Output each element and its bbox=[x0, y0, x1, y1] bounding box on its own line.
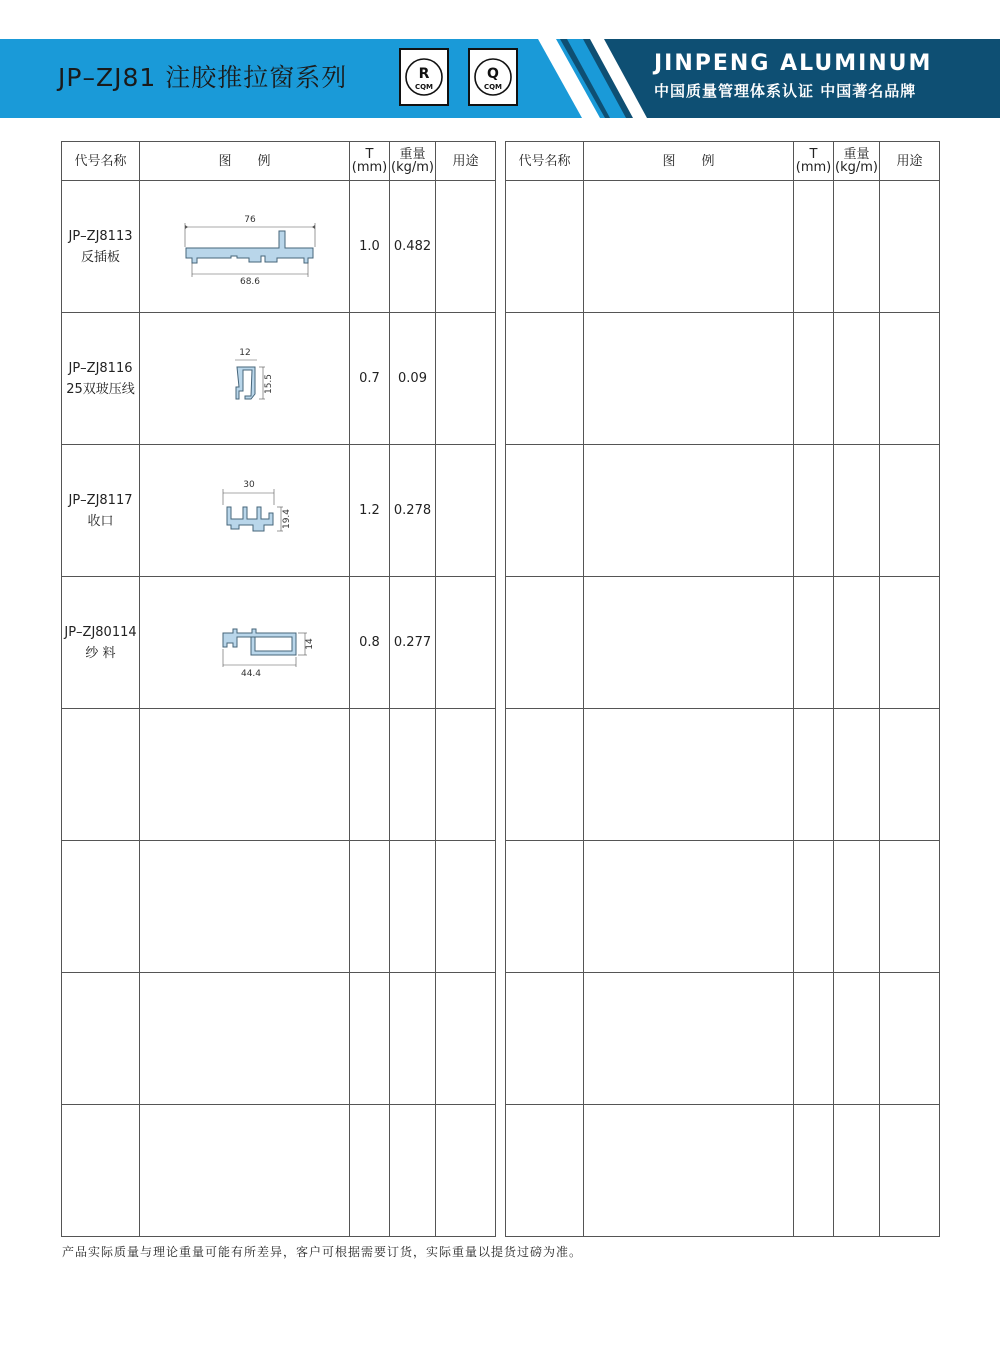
profile-drawing-cell bbox=[140, 445, 350, 577]
usage-cell bbox=[436, 313, 496, 445]
table-row-empty bbox=[62, 973, 496, 1105]
thickness-cell: 0.7 bbox=[350, 313, 390, 445]
table-row-empty bbox=[506, 1105, 940, 1237]
weight-cell: 0.482 bbox=[390, 181, 436, 313]
table-row bbox=[62, 181, 496, 313]
profile-code: JP–ZJ8113 bbox=[68, 228, 133, 244]
weight-cell: 0.09 bbox=[390, 313, 436, 445]
cqm-q-certification-badge bbox=[468, 48, 518, 106]
profile-name: 纱 料 bbox=[85, 645, 116, 661]
profile-drawing-cell bbox=[140, 313, 350, 445]
profile-drawing-cell bbox=[140, 181, 350, 313]
svg-text:68.6: 68.6 bbox=[239, 276, 260, 287]
col-header-thickness: T (mm) bbox=[794, 142, 834, 181]
col-header-figure: 图 例 bbox=[584, 142, 794, 181]
svg-text:14: 14 bbox=[304, 637, 315, 650]
profile-code-cell bbox=[62, 445, 140, 577]
table-row-empty bbox=[506, 841, 940, 973]
profile-code-cell bbox=[62, 181, 140, 313]
col-header-weight: 重量 (kg/m) bbox=[390, 142, 436, 181]
table-row bbox=[62, 313, 496, 445]
profile-drawing-8116 bbox=[165, 339, 325, 419]
svg-text:CQM: CQM bbox=[483, 83, 503, 91]
usage-cell bbox=[436, 577, 496, 709]
table-row-empty bbox=[506, 709, 940, 841]
col-header-thickness: T (mm) bbox=[350, 142, 390, 181]
svg-text:19.4: 19.4 bbox=[281, 508, 292, 529]
col-header-figure: 图 例 bbox=[140, 142, 350, 181]
profile-code: JP–ZJ80114 bbox=[64, 624, 137, 640]
thickness-cell: 1.2 bbox=[350, 445, 390, 577]
profile-drawing-8117 bbox=[165, 471, 325, 551]
weight-cell: 0.277 bbox=[390, 577, 436, 709]
profile-drawing-cell bbox=[140, 577, 350, 709]
table-header-row bbox=[506, 142, 940, 181]
col-header-weight: 重量 (kg/m) bbox=[834, 142, 880, 181]
table-row-empty bbox=[62, 1105, 496, 1237]
weight-disclaimer-footnote: 产品实际质量与理论重量可能有所差异，客户可根据需要订货，实际重量以提货过磅为准。 bbox=[62, 1245, 583, 1259]
table-row-empty bbox=[506, 445, 940, 577]
cqm-r-certification-badge bbox=[399, 48, 449, 106]
col-header-code: 代号名称 bbox=[506, 142, 584, 181]
profile-table-right bbox=[505, 141, 940, 1237]
profile-code: JP–ZJ8116 bbox=[68, 360, 133, 376]
svg-text:15.5: 15.5 bbox=[263, 373, 274, 394]
svg-text:Q: Q bbox=[487, 66, 499, 82]
table-row-empty bbox=[506, 181, 940, 313]
svg-text:R: R bbox=[418, 66, 430, 82]
profile-name: 收口 bbox=[87, 513, 114, 529]
svg-text:30: 30 bbox=[242, 479, 255, 490]
table-row-empty bbox=[506, 973, 940, 1105]
col-header-usage: 用途 bbox=[880, 142, 940, 181]
profile-name: 25双玻压线 bbox=[66, 381, 135, 397]
profile-code-cell bbox=[62, 577, 140, 709]
profile-table-left bbox=[61, 141, 496, 1237]
thickness-cell: 0.8 bbox=[350, 577, 390, 709]
usage-cell bbox=[436, 181, 496, 313]
series-title: JP–ZJ81 注胶推拉窗系列 bbox=[58, 63, 348, 92]
usage-cell bbox=[436, 445, 496, 577]
weight-cell: 0.278 bbox=[390, 445, 436, 577]
svg-text:44.4: 44.4 bbox=[240, 668, 261, 679]
table-row-empty bbox=[506, 313, 940, 445]
profile-code: JP–ZJ8117 bbox=[68, 492, 133, 508]
profile-drawing-80114 bbox=[165, 603, 325, 683]
col-header-code: 代号名称 bbox=[62, 142, 140, 181]
brand-tagline: 中国质量管理体系认证 中国著名品牌 bbox=[654, 82, 917, 100]
profile-name: 反插板 bbox=[80, 249, 120, 265]
table-row bbox=[62, 445, 496, 577]
table-row bbox=[62, 577, 496, 709]
brand-name: JINPENG ALUMINUM bbox=[654, 51, 933, 76]
profile-drawing-8113 bbox=[165, 207, 325, 287]
table-header-row bbox=[62, 142, 496, 181]
svg-text:CQM: CQM bbox=[414, 83, 434, 91]
table-row-empty bbox=[506, 577, 940, 709]
profile-code-cell bbox=[62, 313, 140, 445]
svg-text:12: 12 bbox=[238, 347, 251, 358]
table-row-empty bbox=[62, 841, 496, 973]
thickness-cell: 1.0 bbox=[350, 181, 390, 313]
col-header-usage: 用途 bbox=[436, 142, 496, 181]
svg-text:76: 76 bbox=[243, 214, 256, 225]
table-row-empty bbox=[62, 709, 496, 841]
